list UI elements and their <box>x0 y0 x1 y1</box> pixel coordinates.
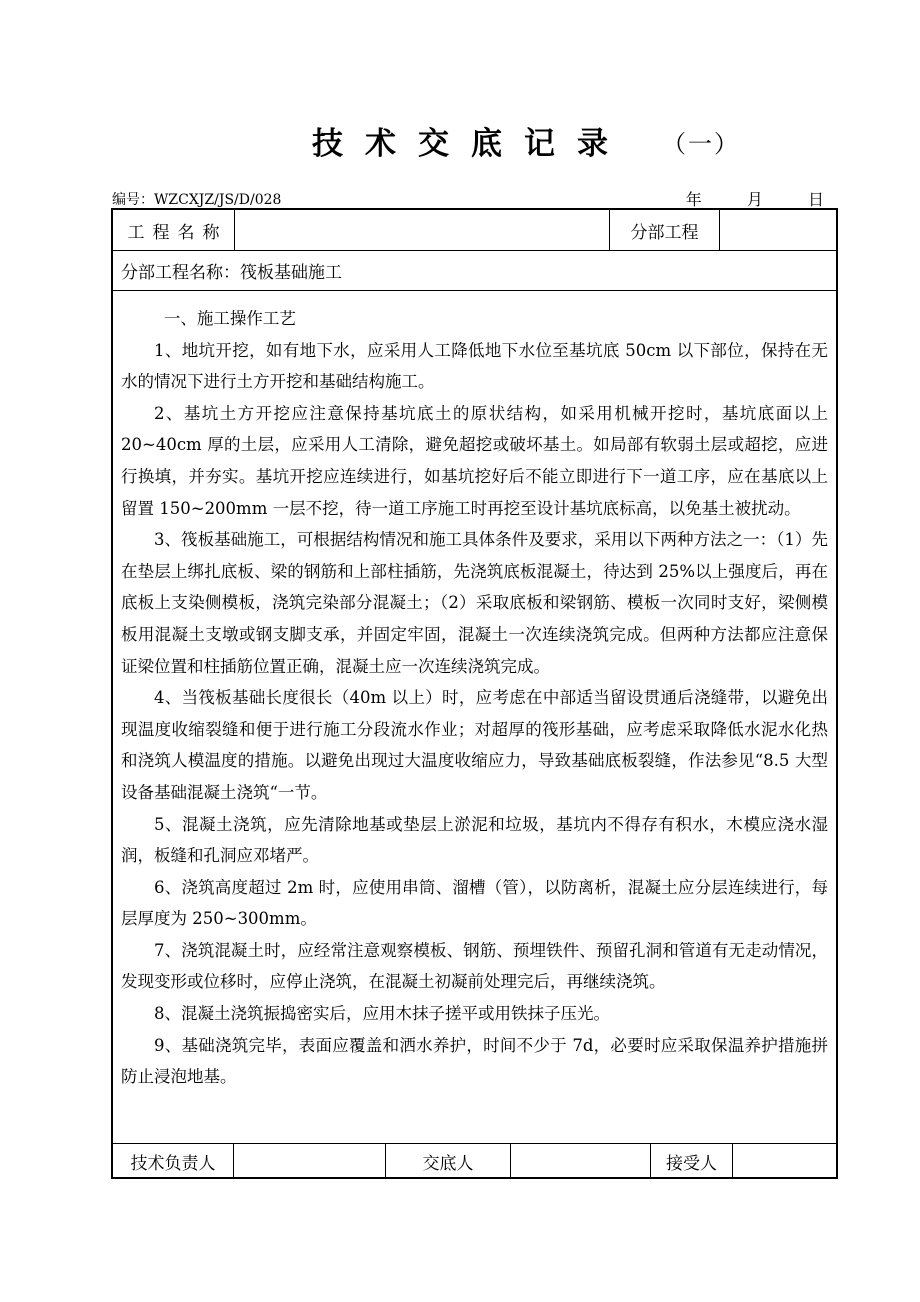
document-code: 编号：WZCXJZ/JS/D/028 <box>112 192 282 208</box>
paragraph-5: 5、混凝土浇筑，应先清除地基或垫层上淤泥和垃圾，基坑内不得存有积水，木模应浇水湿润，板缝和孔洞应邓堵严。 <box>121 814 828 866</box>
signature-row <box>113 1143 836 1179</box>
project-row <box>113 210 836 251</box>
presenter-value[interactable] <box>511 1144 651 1179</box>
paragraph-7: 7、浇筑混凝土时，应经常注意观察模板、钢筋、预埋铁件、预留孔洞和管道有无走动情况，发现变形或位移时，应停止浇筑，在混凝土初凝前处理完后，再继续浇筑。 <box>121 940 828 992</box>
paragraph-2: 2、基坑土方开挖应注意保持基坑底土的原状结构，如采用机械开挖时，基坑底面以上 20~40cm 厚的土层，应采用人工清除，避免超挖或破坏基土。如局部有软弱土层或超挖，应进行换填，并夯实。基坑开挖应连续进行，如基坑挖好后不能立即进行下一道工序，应在基底以上留置 150~200mm 一层不挖，待一道工序施工时再挖至设计基坑底标高，以免基土被扰动。 <box>121 403 828 518</box>
paragraph-1: 1、地坑开挖，如有地下水，应采用人工降低地下水位至基坑底 50cm 以下部位，保持在无水的情况下进行土方开挖和基础结构施工。 <box>121 340 828 392</box>
project-name-value[interactable] <box>235 210 610 250</box>
sub-project-value[interactable] <box>720 210 838 250</box>
paragraph-6: 6、浇筑高度超过 2m 时，应使用串筒、溜槽（管），以防离析，混凝土应分层连续进行，每层厚度为 250~300mm。 <box>121 877 828 929</box>
receiver-label: 接受人 <box>651 1144 733 1179</box>
date-month: 月 <box>746 190 763 209</box>
sub-project-name: 分部工程名称：筏板基础施工 <box>113 251 836 291</box>
paragraph-8: 8、混凝土浇筑振捣密实后，应用木抹子搓平或用铁抹子压光。 <box>154 1004 610 1024</box>
date-day: 日 <box>807 190 824 209</box>
presenter-label: 交底人 <box>386 1144 511 1179</box>
tech-lead-value[interactable] <box>234 1144 386 1179</box>
project-name-label: 工程名称 <box>113 210 235 250</box>
content-body <box>113 291 836 1143</box>
paragraph-9: 9、基础浇筑完毕，表面应覆盖和洒水养护，时间不少于 7d，必要时应采取保温养护措施拼防止浸泡地基。 <box>121 1035 828 1087</box>
date-year: 年 <box>685 190 702 209</box>
section-heading: 一、施工操作工艺 <box>163 309 296 328</box>
document-title-number: （一） <box>662 130 740 158</box>
document-meta <box>112 187 838 207</box>
document-title: 技术交底记录 <box>312 126 630 162</box>
receiver-value[interactable] <box>733 1144 838 1179</box>
record-table <box>111 208 838 1179</box>
paragraph-3: 3、筏板基础施工，可根据结构情况和施工具体条件及要求，采用以下两种方法之一：（1）先在垫层上绑扎底板、梁的钢筋和上部柱插筋，先浇筑底板混凝土，待达到 25%以上强度后，再在底板上支染侧模板，浇筑完染部分混凝土；（2）采取底板和梁钢筋、模板一次同时支好，梁侧模板用混凝土支墩或钢支脚支承，并固定牢固，混凝土一次连续浇筑完成。但两种方法都应注意保证梁位置和柱插筋位置正确，混凝土应一次连续浇筑完成。 <box>121 530 828 676</box>
document-date <box>686 187 824 210</box>
paragraph-4: 4、当筏板基础长度很长（40m 以上）时，应考虑在中部适当留设贯通后浇缝带，以避免出现温度收缩裂缝和便于进行施工分段流水作业；对超厚的筏形基础，应考虑采取降低水泥水化热和浇筑人模温度的措施。以避免出现过大温度收缩应力，导致基础底板裂缝，作法参见“8.5 大型设备基础混凝土浇筑“一节。 <box>121 688 828 802</box>
sub-project-label: 分部工程 <box>610 210 720 250</box>
tech-lead-label: 技术负责人 <box>113 1144 234 1179</box>
